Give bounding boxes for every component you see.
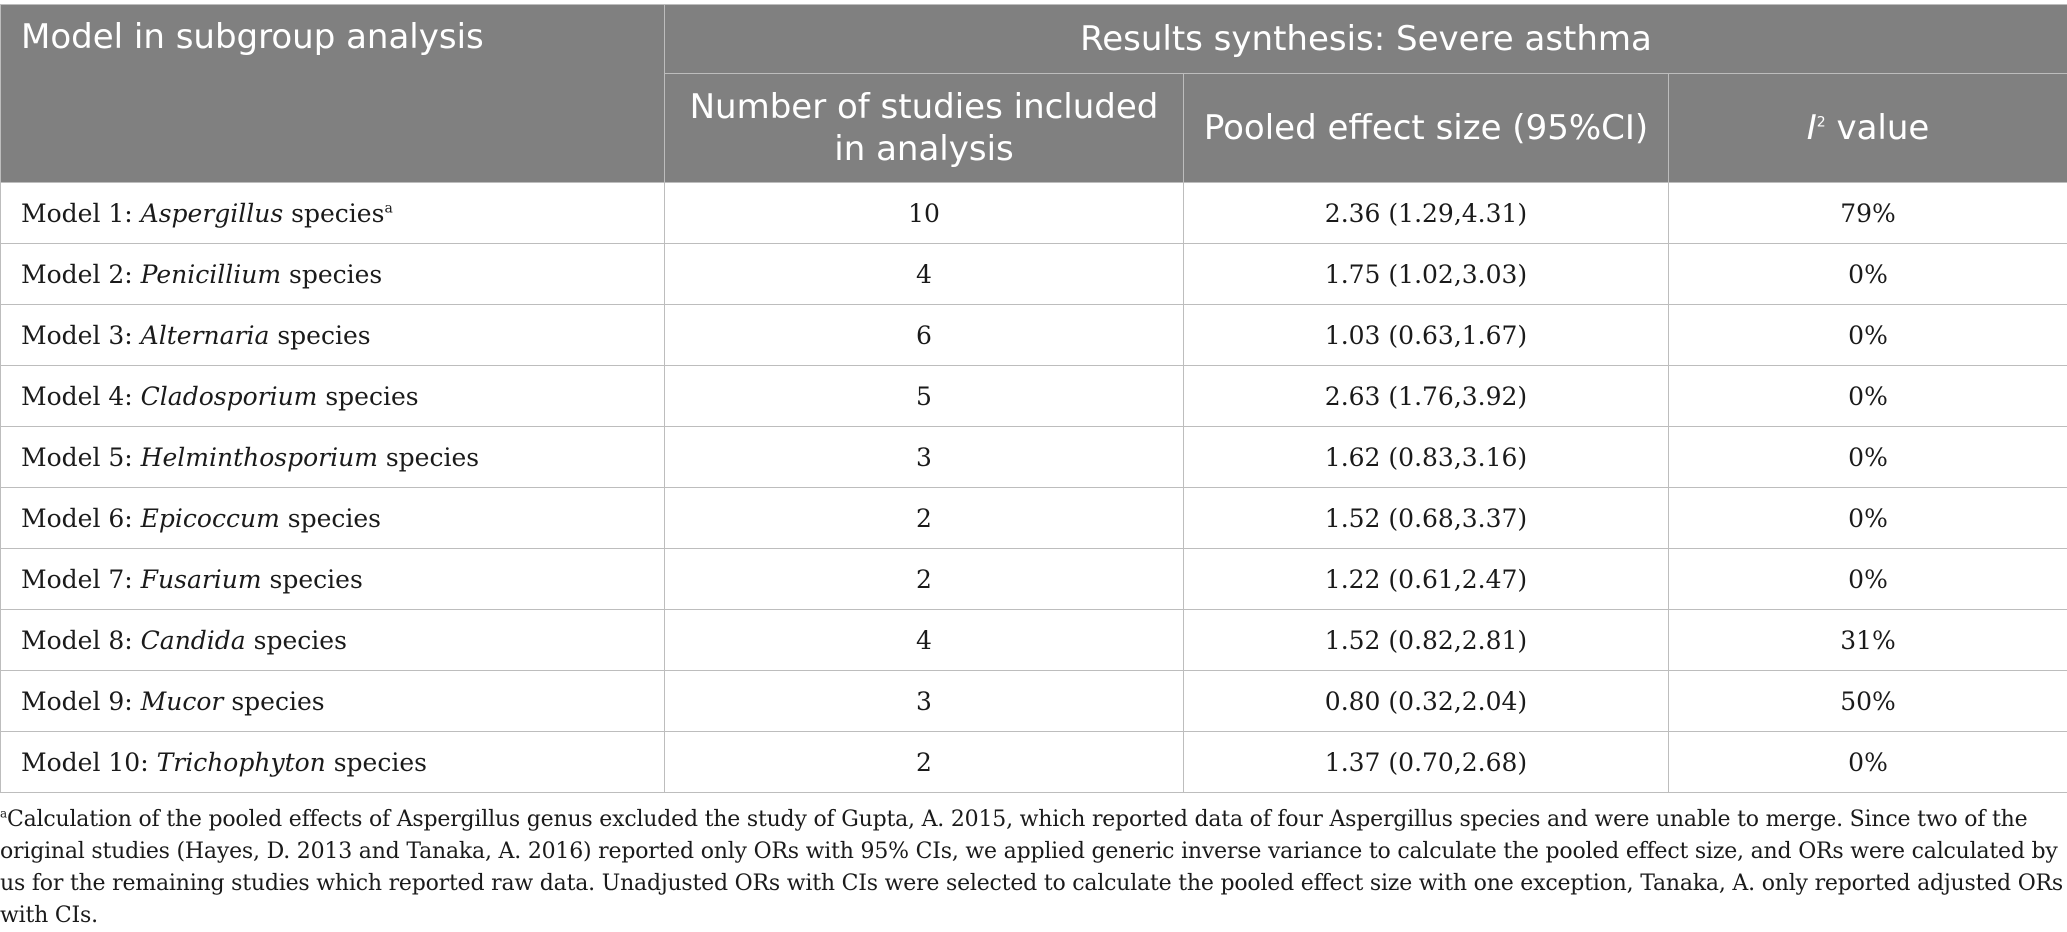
studies-cell: 6 bbox=[665, 305, 1184, 366]
table-row bbox=[1, 732, 2067, 793]
model-cell bbox=[1, 183, 665, 244]
genus-name: Fusarium bbox=[141, 565, 262, 594]
i2-cell: 0% bbox=[1669, 305, 2067, 366]
model-cell bbox=[1, 488, 665, 549]
table-row bbox=[1, 244, 2067, 305]
model-prefix: Model 9: bbox=[21, 687, 141, 716]
studies-cell: 2 bbox=[665, 549, 1184, 610]
i2-cell: 50% bbox=[1669, 671, 2067, 732]
model-prefix: Model 7: bbox=[21, 565, 141, 594]
table-row bbox=[1, 488, 2067, 549]
studies-cell: 3 bbox=[665, 671, 1184, 732]
i2-cell: 31% bbox=[1669, 610, 2067, 671]
effect-cell: 1.37 (0.70,2.68) bbox=[1184, 732, 1669, 793]
i2-cell: 0% bbox=[1669, 732, 2067, 793]
studies-cell: 10 bbox=[665, 183, 1184, 244]
genus-name: Cladosporium bbox=[141, 382, 318, 411]
genus-name: Helminthosporium bbox=[141, 443, 378, 472]
genus-name: Aspergillus bbox=[141, 199, 284, 228]
effect-cell: 1.52 (0.68,3.37) bbox=[1184, 488, 1669, 549]
i2-superscript: 2 bbox=[1817, 115, 1826, 131]
model-cell bbox=[1, 427, 665, 488]
genus-name: Alternaria bbox=[141, 321, 270, 350]
footnote-ref: a bbox=[384, 200, 392, 216]
table-row bbox=[1, 305, 2067, 366]
i2-suffix: value bbox=[1826, 108, 1930, 148]
model-suffix: species bbox=[262, 565, 363, 594]
model-suffix: species bbox=[246, 626, 347, 655]
table-row bbox=[1, 610, 2067, 671]
effect-cell: 1.03 (0.63,1.67) bbox=[1184, 305, 1669, 366]
effect-cell: 2.36 (1.29,4.31) bbox=[1184, 183, 1669, 244]
genus-name: Trichophyton bbox=[157, 748, 326, 777]
table-footnote bbox=[0, 804, 2064, 932]
model-prefix: Model 5: bbox=[21, 443, 141, 472]
table-row bbox=[1, 366, 2067, 427]
model-cell bbox=[1, 244, 665, 305]
model-cell bbox=[1, 366, 665, 427]
model-suffix: species bbox=[378, 443, 479, 472]
genus-name: Mucor bbox=[141, 687, 224, 716]
model-cell bbox=[1, 305, 665, 366]
model-prefix: Model 2: bbox=[21, 260, 141, 289]
i2-cell: 0% bbox=[1669, 244, 2067, 305]
model-suffix: species bbox=[281, 260, 382, 289]
model-prefix: Model 8: bbox=[21, 626, 141, 655]
genus-name: Candida bbox=[141, 626, 246, 655]
table-row bbox=[1, 549, 2067, 610]
i2-cell: 79% bbox=[1669, 183, 2067, 244]
studies-cell: 2 bbox=[665, 732, 1184, 793]
model-column-header: Model in subgroup analysis bbox=[1, 5, 665, 183]
model-suffix: species bbox=[269, 321, 370, 350]
genus-name: Epicoccum bbox=[141, 504, 280, 533]
model-prefix: Model 3: bbox=[21, 321, 141, 350]
studies-cell: 2 bbox=[665, 488, 1184, 549]
model-suffix: species bbox=[326, 748, 427, 777]
model-prefix: Model 6: bbox=[21, 504, 141, 533]
effect-cell: 1.62 (0.83,3.16) bbox=[1184, 427, 1669, 488]
table-row bbox=[1, 427, 2067, 488]
effect-cell: 1.52 (0.82,2.81) bbox=[1184, 610, 1669, 671]
model-cell bbox=[1, 549, 665, 610]
effect-cell: 2.63 (1.76,3.92) bbox=[1184, 366, 1669, 427]
effect-cell: 0.80 (0.32,2.04) bbox=[1184, 671, 1669, 732]
effect-cell: 1.75 (1.02,3.03) bbox=[1184, 244, 1669, 305]
effect-cell: 1.22 (0.61,2.47) bbox=[1184, 549, 1669, 610]
model-suffix: species bbox=[317, 382, 418, 411]
i2-column-header bbox=[1669, 74, 2067, 183]
studies-column-header: Number of studies included in analysis bbox=[665, 74, 1184, 183]
footnote-text: Calculation of the pooled effects of Aspergillus genus excluded the study of Gupta, A. 2015, which reported data of four Aspergillus species and were unable to merge. Since two of the original studies (Hayes, D. 2013 and Tanaka, A. 2016) reported only ORs with 95% CIs, we applied generic inverse variance to calculate the pooled effect size, and ORs were calculated by us for the remaining studies which reported raw data. Unadjusted ORs with CIs were selected to calculate the pooled effect size with one exception, Tanaka, A. only reported adjusted ORs with CIs. bbox=[0, 807, 2063, 928]
studies-cell: 5 bbox=[665, 366, 1184, 427]
table-row bbox=[1, 671, 2067, 732]
i2-cell: 0% bbox=[1669, 549, 2067, 610]
model-suffix: species bbox=[223, 687, 324, 716]
studies-cell: 4 bbox=[665, 244, 1184, 305]
table-header bbox=[1, 5, 2067, 183]
model-suffix: species bbox=[280, 504, 381, 533]
i2-cell: 0% bbox=[1669, 427, 2067, 488]
model-suffix: species bbox=[283, 199, 384, 228]
model-cell bbox=[1, 671, 665, 732]
i2-cell: 0% bbox=[1669, 366, 2067, 427]
genus-name: Penicillium bbox=[141, 260, 281, 289]
model-prefix: Model 4: bbox=[21, 382, 141, 411]
i2-cell: 0% bbox=[1669, 488, 2067, 549]
table-row bbox=[1, 183, 2067, 244]
table-body bbox=[1, 183, 2067, 793]
studies-cell: 4 bbox=[665, 610, 1184, 671]
model-cell bbox=[1, 610, 665, 671]
i2-letter: I bbox=[1807, 108, 1817, 148]
model-cell bbox=[1, 732, 665, 793]
footnote-mark: a bbox=[0, 807, 7, 821]
model-prefix: Model 10: bbox=[21, 748, 157, 777]
studies-cell: 3 bbox=[665, 427, 1184, 488]
effect-column-header: Pooled effect size (95%CI) bbox=[1184, 74, 1669, 183]
results-group-header: Results synthesis: Severe asthma bbox=[665, 5, 2067, 74]
model-prefix: Model 1: bbox=[21, 199, 141, 228]
results-table bbox=[0, 4, 2067, 793]
